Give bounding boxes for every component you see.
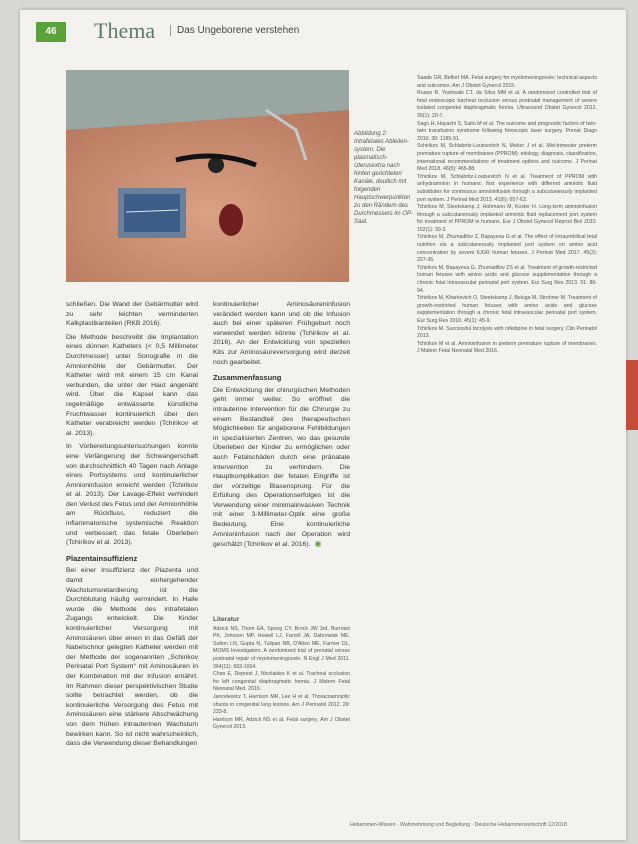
body-column-1	[66, 300, 198, 805]
subheading: Zusammenfassung	[213, 373, 282, 383]
literature-item: Tchirikov M, Bapayeva G, Zhumadilov ZS et al. Treatment of growth-restricted human fetuses with amino acids and glucose supplementation through a chronic fetal intravascular perinatal port system. Eur Surg Res 2013. 51: 86-94.	[417, 264, 597, 294]
figure-caption: Abbildung 2: Intrafetales Ableiten-system. Die plasmatisch-Uterusextra nach hinten gerichteten Kanäle, deutlich mit folgenden Hauptschwerpunkten zu den Rändern des Durchmessers im OP-Saal.	[354, 131, 414, 225]
section-subtitle: Das Ungeborene verstehen	[170, 25, 299, 36]
paragraph: In Vorbereitungsuntersuchungen konnte eine Verlängerung der Schwangerschaft von durchschnittlich 40 Tagen nach Anlage eines Portsystems und kontinuierlicher Amnioninfusion erreicht werden (Tchirikov et al. 2013). Der Lavage-Effekt verhindert den Verlust des Fetus und der Amnionhöhle am Rückfluss, reduziert die inflammatorische systemische Reaktion und verbessert das fetale Überleben (Tchirikov et al. 2013).	[66, 443, 198, 547]
page-footer: Hebammen-Wissen · Wahrnehmung und Begleitung · Deutsche Hebammenzeitschrift 12/2018	[350, 822, 567, 828]
literature-item: Saade GR, Belfort MA. Fetal surgery for myelomeningocele: technical aspects and outcomes. Am J Obstet Gynecol 2015.	[417, 75, 597, 89]
section-side-tab	[626, 360, 638, 430]
literature-item: Tchirikov M et al. Amnioinfusion in preterm premature rupture of membranes. J Matern Fetal Neonatal Med 2016.	[417, 340, 597, 355]
literature-item: Ruano R, Yoshisaki CT, da Silva MM et al. A randomized controlled trial of fetal endoscopic tracheal occlusion versus postnatal management of severe isolated congenital diaphragmatic hernia. Ultrasound Obstet Gynecol 2012. 39(1): 20-7.	[417, 90, 597, 119]
literature-item: Tchirikov M. Successful tocolysis with nifedipine in fetal surgery. Clin Perinatol 2013.	[417, 325, 597, 340]
literature-item: Adzick NS, Thom EA, Spong CY, Brock JW 3rd, Burrows PK, Johnson MP, Howell LJ, Farrell JA, Dabrowiak ME, Sutton LN, Gupta N, Tulipan NB, D'Alton ME, Farmer DL, MOMS Investigators. A randomized trial of prenatal versus postnatal repair of myelomeningocele. N Engl J Med 2011. 364(11): 993-1004.	[213, 625, 350, 670]
paragraph	[213, 386, 350, 550]
literature-list-right	[417, 75, 597, 356]
literature-item: Jancelewicz T, Harrison MR, Lee H et al. Thoracoamniotic shunts in congenital lung lesions. Am J Perinatol 2012. 29: 233-8.	[213, 693, 350, 716]
paragraph: Die Methode beschreibt die Implantation eines dünnen Katheters (< 0,5 Millimeter Durchmesser) unter Sonografie in die Amnionhöhle der Gebärmutter. Der Katheter wird mit einem 15 cm Kanal verbunden, die unter der Haut angenäht wird. Über die Kapsel kann das regelmäßige entwässerte künstliche Fruchtwasser kontinuierlich über den Katheter verabreicht werden (Tchirikov et al. 2013).	[66, 333, 198, 437]
page-number: 46	[36, 22, 66, 42]
literature-item: Harrison MR, Adzick NS et al. Fetal surgery. Am J Obstet Gynecol 2013.	[213, 716, 350, 731]
paragraph: schließen. Die Wand der Gebärmutter wird zu sehr leichten verminderten Kalkplastikanteilen (RKB 2016).	[66, 301, 198, 328]
literature-item: Chan E, Deprest J, Nicolaides K et al. Tracheal occlusion for left congenital diaphragmatic hernia. J Matern Fetal Neonatal Med. 2016.	[213, 671, 350, 693]
literature-item: Tchirikov M, Kharkevich O, Steetskamp J, Beluga M, Strohner M. Treatment of growth-restricted human fetuses with amino acids and glucose supplementation through a chronic fetal intravascular perinatal port system. Eur Surg Res 2010. 45(1): 45-9.	[417, 295, 597, 324]
surgery-photo	[66, 70, 349, 282]
document-page	[20, 10, 626, 840]
literature-item: Tchirikov M, Zhumadilov Z, Bapayeva G et al. The effect of intraumbilical fetal nutrition via a subcutaneously implanted port system on amino acid concentration by severe IUGR human fetuses. J Perinat Med 2017. 45(2): 227-36.	[417, 234, 597, 264]
literature-item: Schirikov M, Schlabritz-Loutsevitch N, Maher J et al. Mid-trimester preterm premature rupture of membranes (PPROM): etiology, diagnosis, classification, international recommendations of treatment options and outcome. J Perinat Med 2018. 46(5): 465-88.	[417, 143, 597, 173]
subheading: Plazentainsuffizienz	[66, 553, 138, 563]
literature-list-left	[213, 616, 350, 732]
paragraph-text: Die Entwicklung der chirurgischen Methoden geht immer weiter. So eröffnet die intrauterine Intervention für die Chirurgie zu einem Bestandteil des therapeutischen Möglichkeiten für angeborene Fehlbildungen in spezialisierten Zentren, wo das gesunde Überleben der Kinder zu ermöglichen oder auch Fetalschäden durch eine pränatale Intervention zu verhindern. Die Hauptkomplikation der fetalen Eingriffe ist der vorzeitige Blasensprung. Für die Erfüllung des Operationserfolges ist die Verwendung einer minimalinvasiven Technik mit einer 3-Millimeter-Optik eine große Bedeutung. Eine kontinuierliche Amnioninfusion nach der Operation wird geschätzt (Tchirikov et al. 2016).	[213, 386, 350, 549]
literature-heading: Literatur	[213, 616, 240, 623]
paragraph: kontinuierlicher Aminosäureninfusion verändert werden kann und ob die Infusion auch bei einer späteren Frühgeburt noch verwendet werden könnte (Tchirikov et al. 2016). An der Entwicklung von speziellen Kits zur Aminosäureversorgung wird derzeit noch gearbeitet.	[213, 301, 350, 366]
body-column-2	[213, 300, 350, 590]
literature-item: Sago H, Hayashi S, Saito M et al. The outcome and prognostic factors of twin-twin transfusion syndrome following fetoscopic laser surgery. Prenat Diagn 2010. 30: 1185-91.	[417, 120, 597, 142]
paragraph: Bei einer Insuffizienz der Plazenta und damit einhergehender Wachstumsretardierung ist die Durchblutung häufig vermindert. In Halle wurde die Methode des intrafetalen Zugangs entwickelt. Die Kinder kontinuierlicher Versorgung mit Aminosäuren über einen in das Gefäß der Nabelschnur gelegten Katheter werden mit der Methode der sogenannten „Schirikov Perinatal Port System“ mit Aminosäuren in der Kombination mit der Infusion ernährt. Im Rahmen dieser perspektivischen Studie sollte betrachtet werden, ob die kontinuierliche Versorgung des Fetus mit Aminosäuren eine stärkere Abschwächung von dem frühen intrauterinen Wachstum bewirken kann. So ist nicht wahrscheinlich, dass die Verwendung dieser Behandlungen	[66, 567, 198, 748]
section-title: Thema	[94, 18, 156, 43]
end-mark-icon: ◉	[314, 539, 322, 549]
literature-item: Tchirikov M, Steetskamp J, Hohmann M, Koster H. Long-term amnioinfusion through a subcutaneously implanted amniotic fluid replacement port system for treatment of PPROM in humans. Eur J Obstet Gynecol Reprod Biol 2010. 152(1): 30-3.	[417, 204, 597, 233]
literature-item: Tchirikov M, Schlabritz-Loutsevitch N et al. Treatment of PPROM with anhydramnion in humans: first experience with different amniotic fluid substitutes for continuous amnioinfusion through a subcutaneously implanted port system. J Perinat Med 2013. 41(6): 657-63.	[417, 173, 597, 203]
